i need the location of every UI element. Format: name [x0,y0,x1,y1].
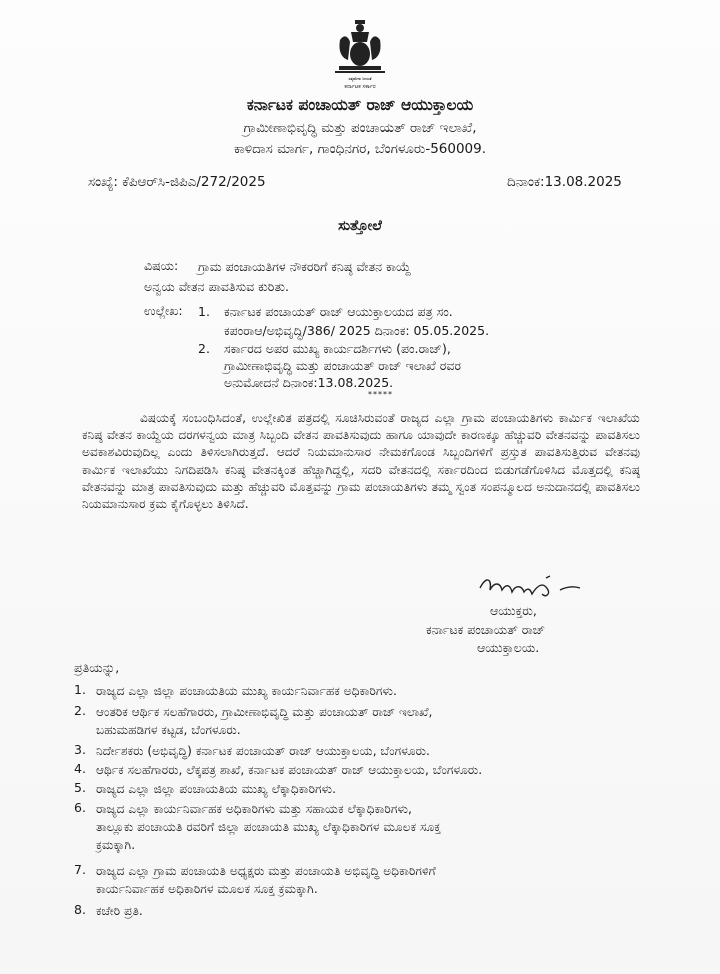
office-address: ಕಾಳಿದಾಸ ಮಾರ್ಗ, ಗಾಂಧಿನಗರ, ಬೆಂಗಳೂರು-560009. [233,141,487,157]
letter-date: ದಿನಾಂಕ:13.08.2025 [507,174,622,190]
subject-label: ವಿಷಯ: [144,258,179,273]
copy-num: 4. [74,761,86,776]
copy-line: ಕಚೇರಿ ಪ್ರತಿ. [96,904,143,918]
copy-num: 8. [74,902,86,917]
reference-number: ಸಂಖ್ಯೆ: ಕೆಪಿಆರ್‌ಸಿ-ಜಿಪಿಎ/272/2025 [88,174,266,190]
copy-line: ರಾಜ್ಯದ ಎಲ್ಲಾ ಜಿಲ್ಲಾ ಪಂಚಾಯತಿಯ ಮುಖ್ಯ ಕಾರ್ಯನಿರ್ವಾಹಕ ಅಧಿಕಾರಿಗಳು. [96,684,397,698]
copy-num: 6. [74,800,86,815]
copy-line: ಬಹುಮಹಡಿಗಳ ಕಟ್ಟಡ, ಬೆಂಗಳೂರು. [96,723,241,737]
department-name: ಗ್ರಾಮೀಣಾಭಿವೃದ್ಧಿ ಮತ್ತು ಪಂಚಾಯತ್ ರಾಜ್ ಇಲಾಖೆ, [243,120,477,136]
circular-title: ಸುತ್ತೋಲೆ [338,218,382,234]
reference-line: ಅನುಮೋದನೆ ದಿನಾಂಕ:13.08.2025. [224,375,394,390]
copy-line: ರಾಜ್ಯದ ಎಲ್ಲಾ ಕಾರ್ಯನಿರ್ವಾಹಕ ಅಧಿಕಾರಿಗಳು ಮತ್ತು ಸಹಾಯಕ ಲೆಕ್ಕಾಧಿಕಾರಿಗಳು, [96,802,412,816]
copy-num: 2. [74,703,86,718]
copy-line: ರಾಜ್ಯದ ಎಲ್ಲಾ ಗ್ರಾಮ ಪಂಚಾಯತಿ ಅಧ್ಯಕ್ಷರು ಮತ್ತು ಪಂಚಾಯತಿ ಅಭಿವೃದ್ಧಿ ಅಧಿಕಾರಿಗಳಿಗೆ [96,864,436,878]
copy-num: 7. [74,862,86,877]
reference-line: ಗ್ರಾಮೀಣಾಭಿವೃದ್ಧಿ ಮತ್ತು ಪಂಚಾಯತ್ ರಾಜ್ ಇಲಾಖೆ ರವರ [224,358,462,373]
copy-num: 3. [74,742,86,757]
copy-line: ರಾಜ್ಯದ ಎಲ್ಲಾ ಜಿಲ್ಲಾ ಪಂಚಾಯತಿಯ ಮುಖ್ಯ ಲೆಕ್ಕಾಧಿಕಾರಿಗಳು. [96,782,336,796]
copy-line: ನಿರ್ದೇಶಕರು (ಅಭಿವೃದ್ಧಿ) ಕರ್ನಾಟಕ ಪಂಚಾಯತ್ ರಾಜ್ ಆಯುಕ್ತಾಲಯ, ಬೆಂಗಳೂರು. [96,744,430,758]
reference-line: ಕರ್ನಾಟಕ ಪಂಚಾಯತ್ ರಾಜ್ ಆಯುಕ್ತಾಲಯದ ಪತ್ರ ಸಂ. [224,304,453,319]
reference-line: ಸರ್ಕಾರದ ಅಪರ ಮುಖ್ಯ ಕಾರ್ಯದರ್ಶಿಗಳು (ಪಂ.ರಾಜ್), [224,341,451,356]
reference-num: 2. [198,341,210,356]
copy-line: ಕಾರ್ಯನಿರ್ವಾಹಕ ಅಧಿಕಾರಿಗಳ ಮೂಲಕ ಸೂಕ್ತ ಕ್ರಮಕ್ಕಾಗಿ. [96,882,318,896]
emblem-caption: ಕರ್ನಾಟಕ ಸರ್ಕಾರ [344,84,376,90]
state-emblem-icon [331,18,389,90]
body-paragraph: ವಿಷಯಕ್ಕೆ ಸಂಬಂಧಿಸಿದಂತೆ, ಉಲ್ಲೇಖಿತ ಪತ್ರದಲ್ಲಿ ಸೂಚಿಸಿರುವಂತೆ ರಾಜ್ಯದ ಎಲ್ಲಾ ಗ್ರಾಮ ಪಂಚಾಯತಿಗಳು ಕಾರ್ಮಿಕ ಇಲಾಖೆಯ ಕನಿಷ್ಠ ವೇತನ ಕಾಯ್ದೆಯ ದರಗಳನ್ವಯ ಮಾತ್ರ ಸಿಬ್ಬಂದಿ ವೇತನ ಪಾವತಿಸುವುದು ಹಾಗೂ ಯಾವುದೇ ಕಾರಣಕ್ಕೂ ಹೆಚ್ಚುವರಿ ವೇತನವನ್ನು ಪಾವತಿಸಲು ಅವಕಾಶವಿರುವುದಿಲ್ಲ ಎಂದು ತಿಳಿಸಲಾಗಿರುತ್ತದೆ. ಆದರೆ ನಿಯಮಾನುಸಾರ ನೇಮಕಗೊಂಡ ಸಿಬ್ಬಂದಿಗಳಿಗೆ ಪ್ರಸ್ತುತ ಪಾವತಿಸುತ್ತಿರುವ ವೇತನವು ಕಾರ್ಮಿಕ ಇಲಾಖೆಯು ನಿಗದಿಪಡಿಸಿ ಕನಿಷ್ಠ ವೇತನಕ್ಕಿಂತ ಹೆಚ್ಚಾಗಿದ್ದಲ್ಲಿ, ಸದರಿ ವೇತನದಲ್ಲಿ ಸರ್ಕಾರದಿಂದ ಬಿಡುಗಡೆಗೊಳಿಸಿದ ಮೊತ್ತದಲ್ಲಿ ಕನಿಷ್ಠ ವೇತನವನ್ನು ಮಾತ್ರ ಪಾವತಿಸುವುದು ಮತ್ತು ಹೆಚ್ಚುವರಿ ಮೊತ್ತವನ್ನು ಗ್ರಾಮ ಪಂಚಾಯತಿಗಳು ತಮ್ಮ ಸ್ವಂತ ಸಂಪನ್ಮೂಲದ ಅನುದಾನದಲ್ಲಿ ಪಾವತಿಸಲು ನಿಯಮಾನುಸಾರ ಕ್ರಮ ಕೈಗೊಳ್ಳಲು ತಿಳಿಸಿದೆ. [82,411,640,512]
copy-num: 5. [74,780,86,795]
copy-line: ಆಂತರಿಕ ಆರ್ಥಿಕ ಸಲಹೆಗಾರರು, ಗ್ರಾಮೀಣಾಭಿವೃದ್ಧಿ ಮತ್ತು ಪಂಚಾಯತ್ ರಾಜ್ ಇಲಾಖೆ, [96,705,433,719]
reference-label: ಉಲ್ಲೇಖ: [144,303,183,318]
subject-line-2: ಅನ್ವಯ ವೇತನ ಪಾವತಿಸುವ ಕುರಿತು. [144,279,289,294]
reference-num: 1. [198,304,210,319]
copies-heading: ಪ್ರತಿಯನ್ನು, [74,660,120,675]
signatory-office-line-2: ಆಯುಕ್ತಾಲಯ. [477,640,540,655]
signatory-designation: ಆಯುಕ್ತರು, [490,603,537,618]
reference-line: ಕಪಂರಾಆ/ಅಭಿವೃದ್ಧಿ/386/ 2025 ದಿನಾಂಕ: 05.05.2025. [224,323,490,338]
separator: ***** [368,390,393,399]
copy-line: ತಾಲ್ಲೂಕು ಪಂಚಾಯತಿ ರವರಿಗೆ ಜಿಲ್ಲಾ ಪಂಚಾಯತಿ ಮುಖ್ಯ ಲೆಕ್ಕಾಧಿಕಾರಿಗಳ ಮೂಲಕ ಸೂಕ್ತ [96,820,441,834]
signature-icon [476,570,586,598]
svg-text:ಸತ್ಯಮೇವ ಜಯತೆ: ಸತ್ಯಮೇವ ಜಯತೆ [348,76,372,81]
copy-line: ಕ್ರಮಕ್ಕಾಗಿ. [96,838,136,852]
copy-num: 1. [74,682,86,697]
copy-line: ಆರ್ಥಿಕ ಸಲಹೆಗಾರರು, ಲೆಕ್ಕಪತ್ರ ಶಾಖೆ, ಕರ್ನಾಟಕ ಪಂಚಾಯತ್ ರಾಜ್ ಆಯುಕ್ತಾಲಯ, ಬೆಂಗಳೂರು. [96,763,483,777]
signatory-office-line-1: ಕರ್ನಾಟಕ ಪಂಚಾಯತ್ ರಾಜ್ [426,622,546,637]
office-name: ಕರ್ನಾಟಕ ಪಂಚಾಯತ್ ರಾಜ್ ಆಯುಕ್ತಾಲಯ [246,96,474,114]
subject-line-1: ಗ್ರಾಮ ಪಂಚಾಯತಿಗಳ ನೌಕರರಿಗೆ ಕನಿಷ್ಠ ವೇತನ ಕಾಯ್ದೆ [198,259,412,274]
